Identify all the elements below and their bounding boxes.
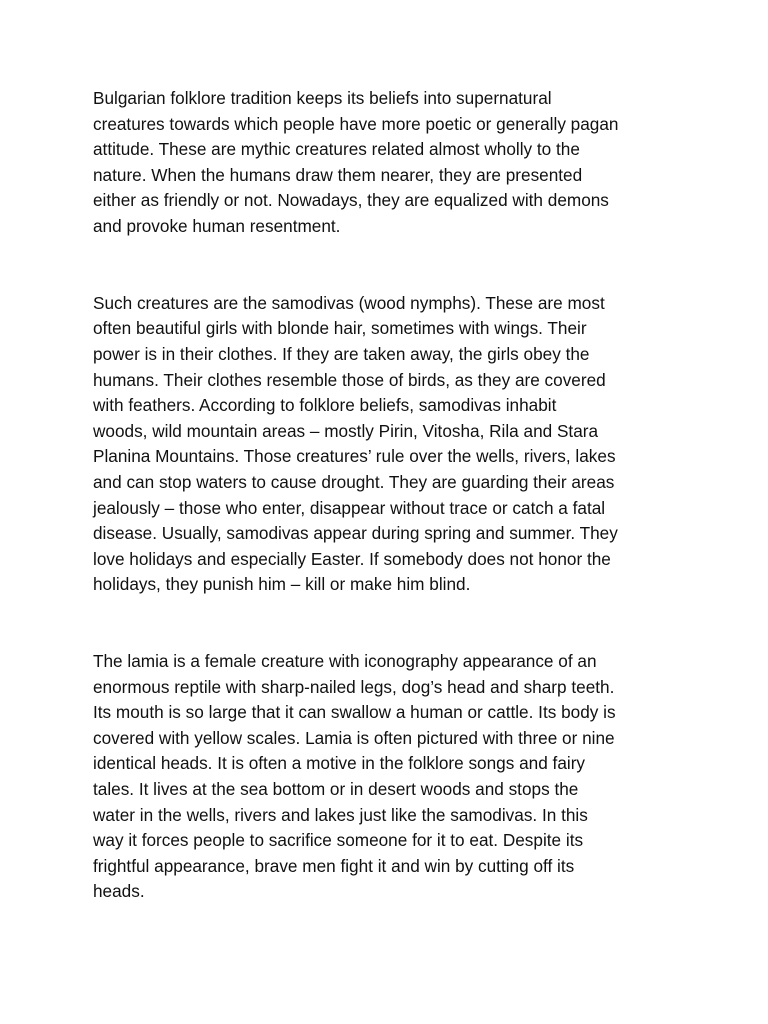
text-line: The lamia is a female creature with iconography appearance of an bbox=[93, 651, 597, 672]
paragraph-lamia bbox=[93, 649, 693, 905]
text-line: identical heads. It is often a motive in the folklore songs and fairy bbox=[93, 753, 586, 774]
text-line: woods, wild mountain areas – mostly Pirin, Vitosha, Rila and Stara bbox=[93, 420, 599, 441]
text-line: with feathers. According to folklore beliefs, samodivas inhabit bbox=[93, 395, 557, 416]
text-line: holidays, they punish him – kill or make him blind. bbox=[93, 574, 471, 595]
paragraph-samodivas bbox=[93, 291, 693, 598]
text-line: and provoke human resentment. bbox=[93, 215, 341, 236]
text-line: Its mouth is so large that it can swallow a human or cattle. Its body is bbox=[93, 702, 616, 723]
text-line: and can stop waters to cause drought. They are guarding their areas bbox=[93, 471, 615, 492]
text-line: heads. bbox=[93, 881, 145, 902]
text-line: covered with yellow scales. Lamia is often pictured with three or nine bbox=[93, 727, 615, 748]
text-line: creatures towards which people have more poetic or generally pagan bbox=[93, 113, 619, 134]
paragraph-spacer bbox=[93, 598, 693, 649]
text-line: either as friendly or not. Nowadays, they are equalized with demons bbox=[93, 190, 609, 211]
text-line: often beautiful girls with blonde hair, sometimes with wings. Their bbox=[93, 318, 587, 339]
text-line: Bulgarian folklore tradition keeps its beliefs into supernatural bbox=[93, 88, 552, 108]
text-line: jealously – those who enter, disappear without trace or catch a fatal bbox=[93, 497, 606, 518]
text-line: Planina Mountains. Those creatures’ rule over the wells, rivers, lakes bbox=[93, 446, 616, 467]
text-line: way it forces people to sacrifice someone for it to eat. Despite its bbox=[93, 830, 584, 851]
text-line: tales. It lives at the sea bottom or in desert woods and stops the bbox=[93, 779, 579, 800]
text-line: frightful appearance, brave men fight it and win by cutting off its bbox=[93, 855, 575, 876]
document-body bbox=[93, 86, 693, 905]
text-line: enormous reptile with sharp-nailed legs, dog’s head and sharp teeth. bbox=[93, 676, 615, 697]
paragraph-spacer bbox=[93, 240, 693, 291]
text-line: disease. Usually, samodivas appear during spring and summer. They bbox=[93, 523, 618, 544]
text-line: water in the wells, rivers and lakes just like the samodivas. In this bbox=[93, 804, 588, 825]
text-line: attitude. These are mythic creatures related almost wholly to the bbox=[93, 139, 580, 160]
text-line: nature. When the humans draw them nearer, they are presented bbox=[93, 164, 583, 185]
text-line: Such creatures are the samodivas (wood nymphs). These are most bbox=[93, 292, 605, 313]
text-line: power is in their clothes. If they are taken away, the girls obey the bbox=[93, 343, 590, 364]
text-line: humans. Their clothes resemble those of birds, as they are covered bbox=[93, 369, 606, 390]
text-line: love holidays and especially Easter. If somebody does not honor the bbox=[93, 548, 611, 569]
paragraph-folklore-intro bbox=[93, 86, 693, 240]
